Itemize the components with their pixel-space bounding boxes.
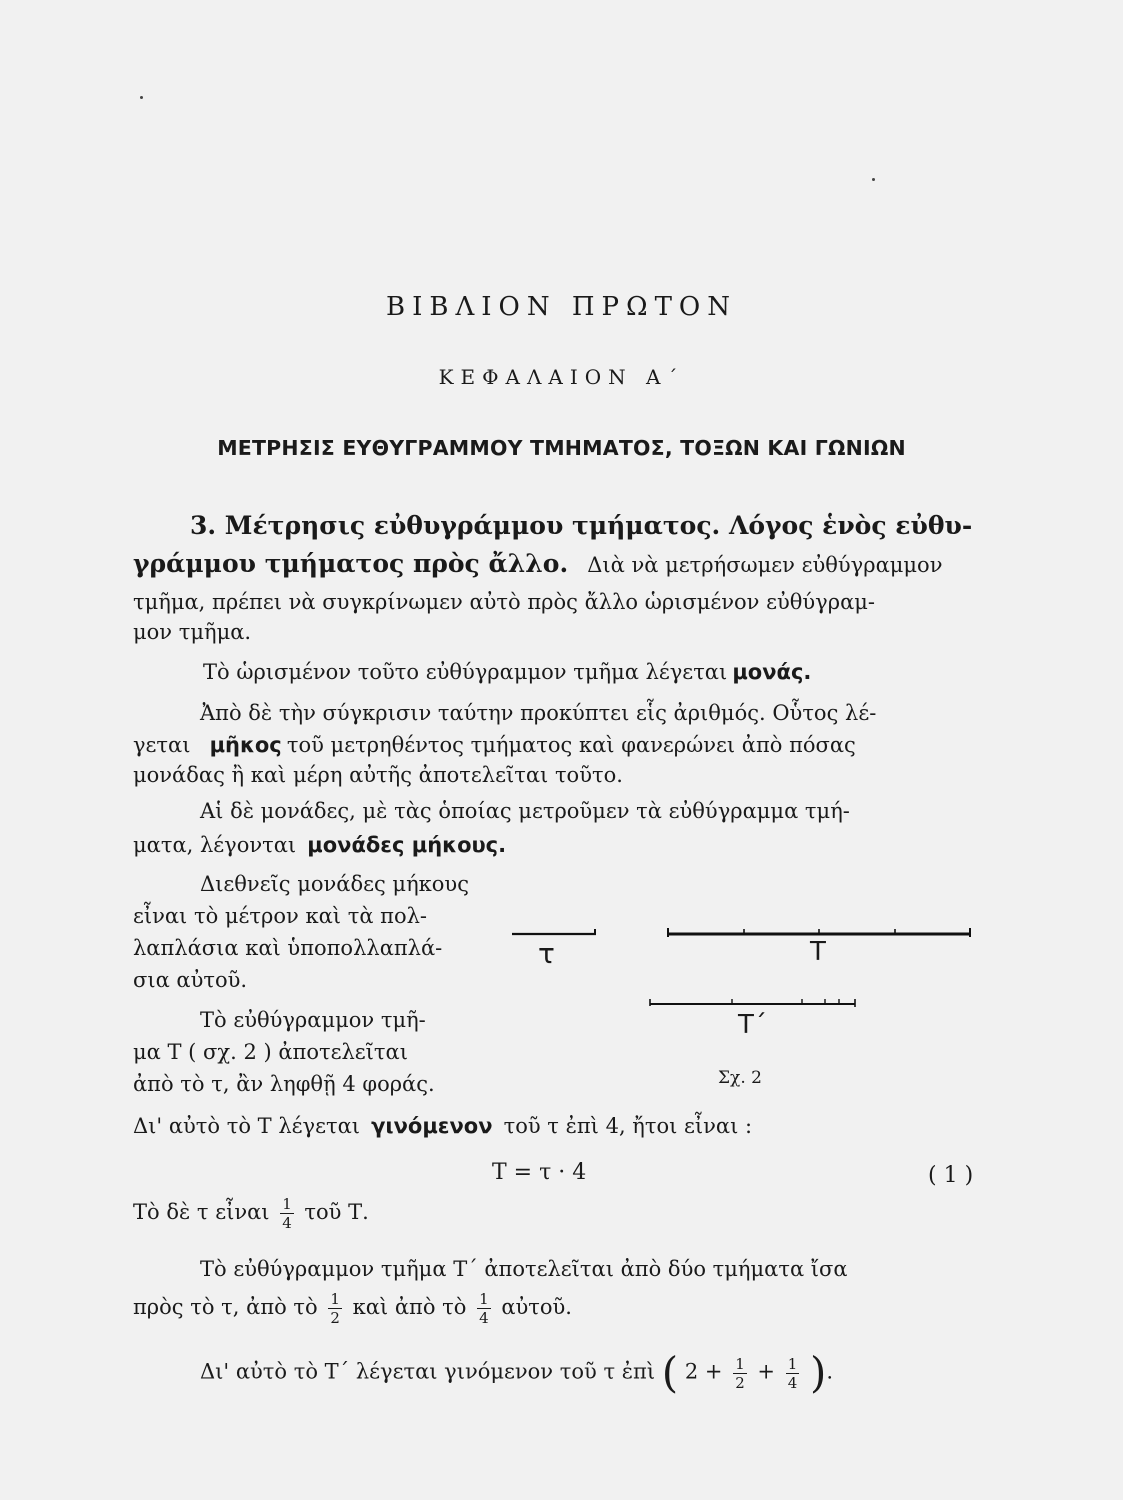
chapter-title: ΚΕΦΑΛΑΙΟΝ Α΄ [438, 365, 685, 389]
paren-close: ) [809, 1348, 827, 1397]
fraction-denominator: 2 [330, 1309, 340, 1327]
term-monas: μονάς. [732, 660, 812, 684]
text-span: γεται [133, 733, 191, 757]
fraction-one-quarter [786, 1355, 800, 1392]
paragraph-line: μονάδας ἢ καὶ μέρη αὐτῆς ἀποτελεῖται τοῦτο. [133, 763, 623, 787]
text-span: Τὸ ὡρισμένον τοῦτο εὐθύγραμμον τμῆμα λέγεται [203, 660, 728, 684]
fraction-denominator: 4 [282, 1214, 292, 1232]
text-span: τοῦ Τ. [304, 1200, 369, 1224]
text-span: ματα, λέγονται [133, 833, 297, 857]
term-mikos: μῆκος [209, 733, 282, 757]
fraction-denominator: 4 [479, 1309, 489, 1327]
fraction-numerator: 1 [787, 1354, 798, 1373]
text-span: αὐτοῦ. [501, 1295, 572, 1319]
text-span: Δι' αὐτὸ τὸ Τ΄ λέγεται γινόμενον τοῦ τ ἐπὶ [200, 1359, 656, 1384]
figure-2 [500, 915, 990, 1015]
paragraph-line: μον τμῆμα. [133, 620, 252, 644]
fraction-one-half [733, 1355, 747, 1392]
paragraph-line: Αἱ δὲ μονάδες, μὲ τὰς ὁποίας μετροῦμεν τὰ εὐθύγραμμα τμή- [200, 799, 850, 823]
math-plus: + [757, 1359, 776, 1384]
paragraph-line [133, 833, 506, 857]
sentence-end: . [826, 1359, 834, 1384]
figure-label-T: Τ [810, 937, 826, 967]
fraction-numerator: 1 [735, 1354, 745, 1373]
paragraph-line: ἀπὸ τὸ τ, ἂν ληφθῇ 4 φοράς. [133, 1072, 435, 1096]
fraction-one-quarter [280, 1195, 294, 1232]
equation-1: Τ = τ · 4 [492, 1160, 587, 1185]
text-span: Τὸ δὲ τ εἶναι [133, 1200, 270, 1224]
paragraph-line: Ἀπὸ δὲ τὴν σύγκρισιν ταύτην προκύπτει εἷς ἀριθμός. Οὗτος λέ- [200, 701, 877, 725]
paragraph-line: τμῆμα, πρέπει νὰ συγκρίνωμεν αὐτὸ πρὸς ἄλλο ὡρισμένον εὐθύγραμ- [133, 590, 876, 614]
figure-label-tau: τ [538, 937, 555, 970]
paragraph-line [133, 1195, 369, 1232]
fraction-numerator: 1 [479, 1290, 489, 1308]
ink-speck [872, 178, 875, 181]
paragraph-line: Τὸ εὐθύγραμμον τμῆμα Τ΄ ἀποτελεῖται ἀπὸ δύο τμήματα ἴσα [200, 1257, 848, 1281]
text-span: Δι' αὐτὸ τὸ Τ λέγεται [133, 1114, 361, 1138]
paragraph-line: Διεθνεῖς μονάδες μήκους [200, 872, 469, 896]
fraction-denominator: 4 [787, 1373, 798, 1392]
book-title: ΒΙΒΛΙΟΝ ΠΡΩΤΟΝ [386, 292, 737, 322]
paragraph-line: εἶναι τὸ μέτρον καὶ τὰ πολ- [133, 904, 428, 928]
paragraph-heading-end: γράμμου τμήματος πρὸς ἄλλο. [133, 549, 569, 578]
text-span: τοῦ τ ἐπὶ 4, ἤτοι εἶναι : [503, 1114, 753, 1138]
fraction-one-quarter [477, 1290, 491, 1327]
paren-open: ( [661, 1348, 679, 1397]
text-span: τοῦ μετρηθέντος τμήματος καὶ φανερώνει ἀπὸ πόσας [286, 733, 856, 757]
ink-speck [140, 96, 143, 99]
fraction-one-half [328, 1290, 342, 1327]
term-ginomenon: γινόμενον [371, 1114, 493, 1138]
figure-label-T-prime: Τ΄ [738, 1010, 767, 1040]
paragraph-line [133, 733, 856, 757]
math-plus: + [704, 1359, 723, 1384]
paragraph-line [133, 549, 942, 578]
fraction-numerator: 1 [282, 1195, 292, 1213]
text-span: πρὸς τὸ τ, ἀπὸ τὸ [133, 1295, 318, 1319]
math-whole: 2 [684, 1359, 699, 1384]
text-span: Διὰ νὰ μετρήσωμεν εὐθύγραμμον [587, 553, 943, 577]
equation-number: ( 1 ) [928, 1163, 974, 1188]
paragraph-line: σια αὐτοῦ. [133, 968, 248, 992]
paragraph-line [203, 660, 811, 684]
figure-caption: Σχ. 2 [718, 1068, 762, 1088]
term-monades-mikous: μονάδες μήκους. [307, 833, 507, 857]
section-title: ΜΕΤΡΗΣΙΣ ΕΥΘΥΓΡΑΜΜΟΥ ΤΜΗΜΑΤΟΣ, ΤΟΞΩΝ ΚΑΙ ΓΩΝΙΩΝ [217, 436, 906, 460]
paragraph-heading-line: 3. Μέτρησις εὐθυγράμμου τμήματος. Λόγος ἑνὸς εὐθυ- [190, 511, 973, 540]
paragraph-line [133, 1114, 752, 1138]
paragraph-line: λαπλάσια καὶ ὑποπολλαπλά- [133, 936, 443, 960]
fraction-denominator: 2 [735, 1373, 745, 1392]
paragraph-line: Τὸ εὐθύγραμμον τμῆ- [200, 1008, 426, 1032]
paragraph-line [133, 1290, 572, 1327]
paragraph-line: μα Τ ( σχ. 2 ) ἀποτελεῖται [133, 1040, 408, 1064]
text-span: καὶ ἀπὸ τὸ [352, 1295, 467, 1319]
paragraph-line [200, 1348, 834, 1397]
fraction-numerator: 1 [330, 1290, 340, 1308]
